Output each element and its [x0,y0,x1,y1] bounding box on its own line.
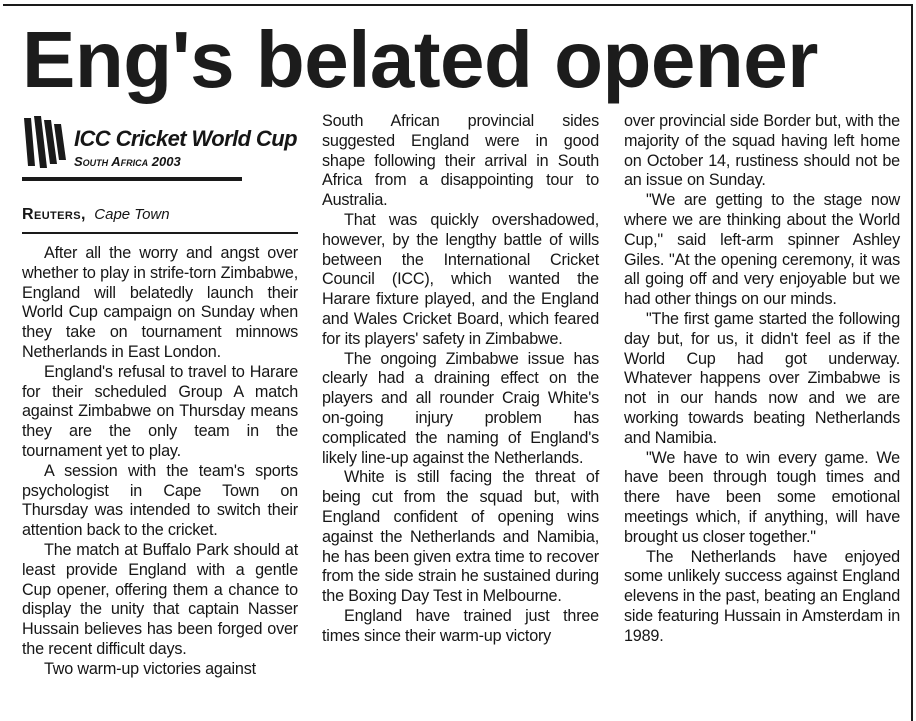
world-cup-stripes-icon [22,114,72,170]
paragraph: White is still facing the threat of being cut from the squad but, with England confident of opening wins against the Netherlands and Namibia, he has been given extra time to recover from the side strain he sustained during the Boxing Day Test in Melbourne. [322,468,599,606]
paragraph: England's refusal to travel to Harare for their scheduled Group A match against Zimbabwe on Thursday means they are the only team in the tournament yet to play. [22,362,298,460]
byline [22,206,170,224]
article-column-1 [22,244,298,680]
logo-subtitle: South Africa 2003 [74,154,181,169]
byline-divider [22,232,298,234]
paragraph: over provincial side Border but, with the majority of the squad having left home on October 14, rustiness should not be an issue on Sunday. [624,112,900,190]
paragraph: After all the worry and angst over whether to play in strife-torn Zimbabwe, England will belatedly launch their World Cup campaign on Sunday when they take on tournament minnows Netherlands in East London. [22,244,298,361]
paragraph: A session with the team's sports psychologist in Cape Town on Thursday was intended to switch their attention back to the cricket. [22,461,298,540]
paragraph: Two warm-up victories against [44,659,256,678]
frame-top-border [3,4,913,6]
logo-divider [22,177,242,181]
paragraph: The Netherlands have enjoyed some unlikely success against England elevens in the past, beating an England side featuring Hussain in Amsterdam in 1989. [624,547,900,645]
byline-agency: Reuters, [22,206,86,223]
world-cup-logo [22,114,297,184]
paragraph: "The first game started the following day but, for us, it didn't feel as if the World Cup had got underway. Whatever happens over Zimbabwe is not in our hands now and we are working towards beating Netherlands and Namibia. [624,309,900,447]
headline: Eng's belated opener [22,15,818,104]
article-column-3 [624,112,900,647]
paragraph: "We are getting to the stage now where we are thinking about the World Cup," said left-arm spinner Ashley Giles. "At the opening ceremony, it was all going off and very enjoyable but we had other things on our minds. [624,191,900,309]
paragraph: "We have to win every game. We have been through tough times and there have been some emotional meetings which, if anything, will have brought us closer together." [624,448,900,546]
byline-place: Cape Town [94,206,170,223]
paragraph: The ongoing Zimbabwe issue has clearly had a draining effect on the players and all rounder Craig White's on-going injury problem has complicated the naming of England's likely line-up against the Netherlands. [322,349,599,467]
logo-title: ICC Cricket World Cup [74,126,297,151]
paragraph: South African provincial sides suggested England were in good shape following their arrival in South Africa from a disappointing tour to Australia. [322,112,599,210]
article-column-2 [322,112,599,647]
paragraph: The match at Buffalo Park should at least provide England with a gentle Cup opener, offering them a chance to display the unity that captain Nasser Hussain believes has been forged over the recent difficult days. [22,540,298,658]
paragraph: That was quickly overshadowed, however, by the lengthy battle of wills between the International Cricket Council (ICC), which wanted the Harare fixture played, and the England and Wales Cricket Board, which feared for its players' safety in Zimbabwe. [322,210,599,348]
frame-right-border [911,4,913,721]
paragraph: England have trained just three times since their warm-up victory [322,606,599,645]
